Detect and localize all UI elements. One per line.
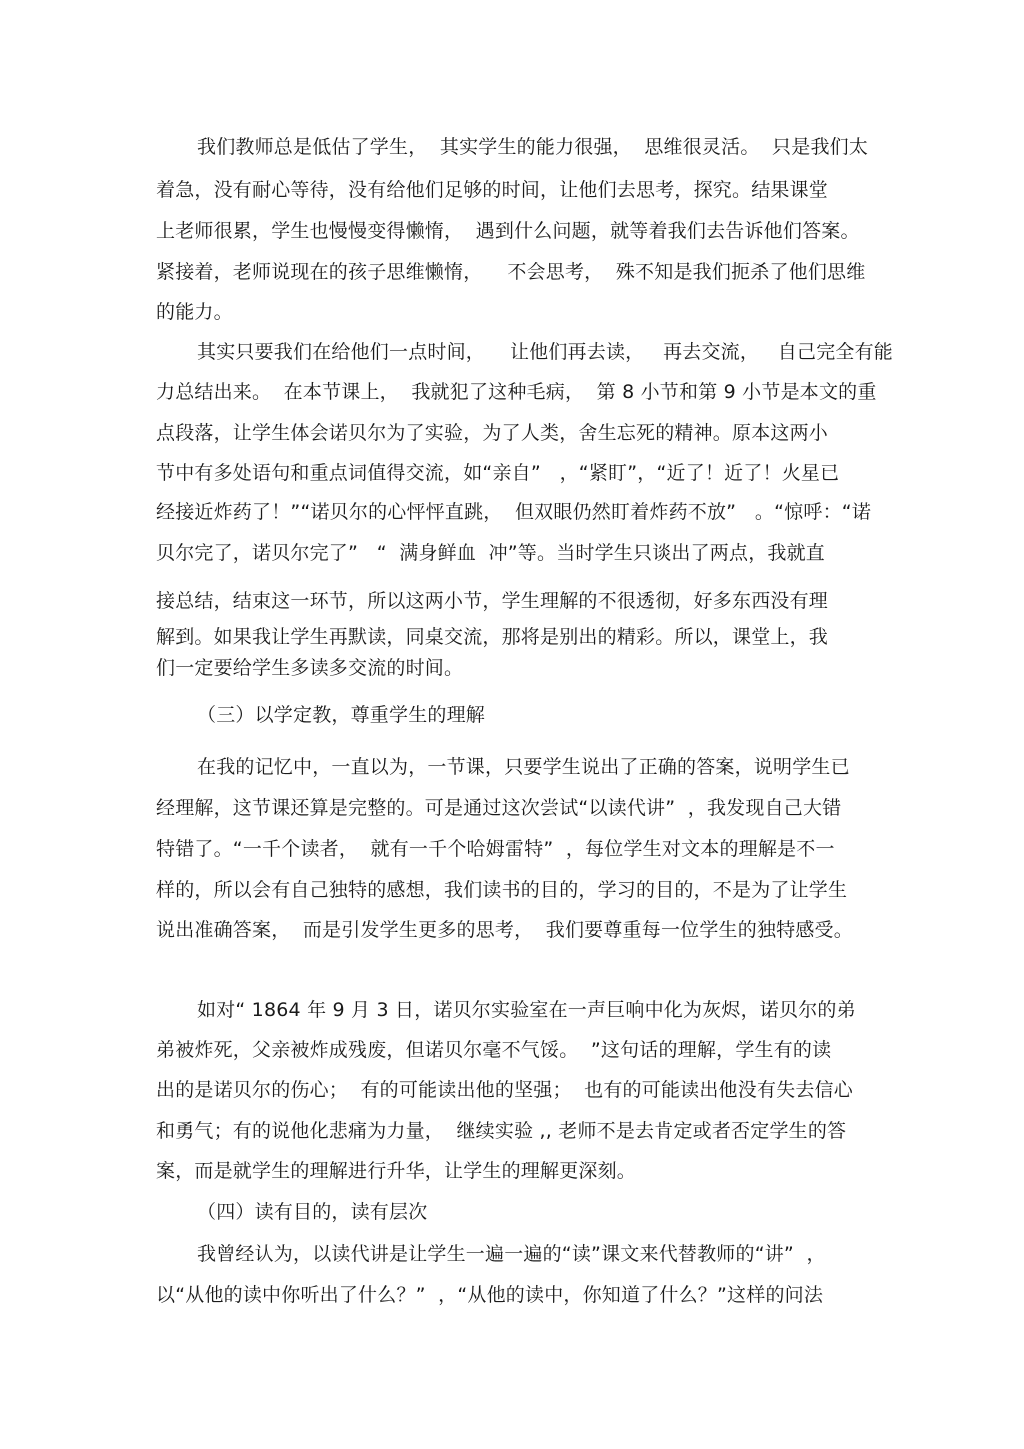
text-line: 样的，所以会有自己独特的感想，我们读书的目的，学习的目的，不是为了让学生 xyxy=(156,879,848,901)
text-line: 弟被炸死，父亲被炸成残废，但诺贝尔毫不气馁。 ”这句话的理解，学生有的读 xyxy=(156,1039,832,1061)
text-line: 紧接着，老师说现在的孩子思维懒惰， 不会思考， 殊不知是我们扼杀了他们思维 xyxy=(156,261,866,283)
text-line: 贝尔完了，诺贝尔完了” “ 满身鲜血 冲”等。当时学生只谈出了两点，我就直 xyxy=(156,542,826,564)
text-line: 着急，没有耐心等待，没有给他们足够的时间，让他们去思考，探究。结果课堂 xyxy=(156,179,829,201)
section-heading: （三）以学定教，尊重学生的理解 xyxy=(197,704,486,726)
text-line: 节中有多处语句和重点词值得交流，如“亲自” ，“紧盯”，“近了！近了！火星已 xyxy=(156,462,840,484)
text-line: 经理解，这节课还算是完整的。可是通过这次尝试“以读代讲” ，我发现自己大错 xyxy=(156,797,842,819)
text-line: 解到。如果我让学生再默读，同桌交流，那将是别出的精彩。所以，课堂上，我 xyxy=(156,626,829,648)
text-line: 案，而是就学生的理解进行升华，让学生的理解更深刻。 xyxy=(156,1160,637,1182)
text-line: 说出准确答案， 而是引发学生更多的思考， 我们要尊重每一位学生的独特感受。 xyxy=(156,919,853,941)
text-line: 其实只要我们在给他们一点时间， 让他们再去读， 再去交流， 自己完全有能 xyxy=(197,341,893,363)
text-line: 特错了。“一千个读者， 就有一千个哈姆雷特” ，每位学生对文本的理解是不一 xyxy=(156,838,835,860)
text-line: 以“从他的读中你听出了什么？” ，“从他的读中，你知道了什么？”这样的问法 xyxy=(156,1284,824,1306)
text-line: 力总结出来。 在本节课上， 我就犯了这种毛病， 第 8 小节和第 9 小节是本文的重 xyxy=(156,381,877,403)
text-line: 点段落，让学生体会诺贝尔为了实验，为了人类，舍生忘死的精神。原本这两小 xyxy=(156,422,829,444)
text-line: 在我的记忆中，一直以为，一节课，只要学生说出了正确的答案，说明学生已 xyxy=(197,756,850,778)
text-line: 如对“ 1864 年 9 月 3 日，诺贝尔实验室在一声巨响中化为灰烬，诺贝尔的弟 xyxy=(197,999,856,1021)
section-heading: （四）读有目的，读有层次 xyxy=(197,1201,428,1223)
text-line: 上老师很累，学生也慢慢变得懒惰， 遇到什么问题，就等着我们去告诉他们答案。 xyxy=(156,220,860,242)
text-line: 出的是诺贝尔的伤心； 有的可能读出他的坚强； 也有的可能读出他没有失去信心 xyxy=(156,1079,853,1101)
text-line: 和勇气；有的说他化悲痛为力量， 继续实验 ,, 老师不是去肯定或者否定学生的答 xyxy=(156,1120,847,1142)
text-line: 经接近炸药了！”“诺贝尔的心怦怦直跳， 但双眼仍然盯着炸药不放” 。“惊呼：“诺 xyxy=(156,501,872,523)
text-line: 我们教师总是低估了学生， 其实学生的能力很强， 思维很灵活。 只是我们太 xyxy=(197,136,869,158)
text-line: 的能力。 xyxy=(156,301,233,323)
text-line: 接总结，结束这一环节，所以这两小节，学生理解的不很透彻，好多东西没有理 xyxy=(156,590,829,612)
text-line: 我曾经认为，以读代讲是让学生一遍一遍的“读”课文来代替教师的“讲” ， xyxy=(197,1243,826,1265)
text-line: 们一定要给学生多读多交流的时间。 xyxy=(156,657,464,679)
